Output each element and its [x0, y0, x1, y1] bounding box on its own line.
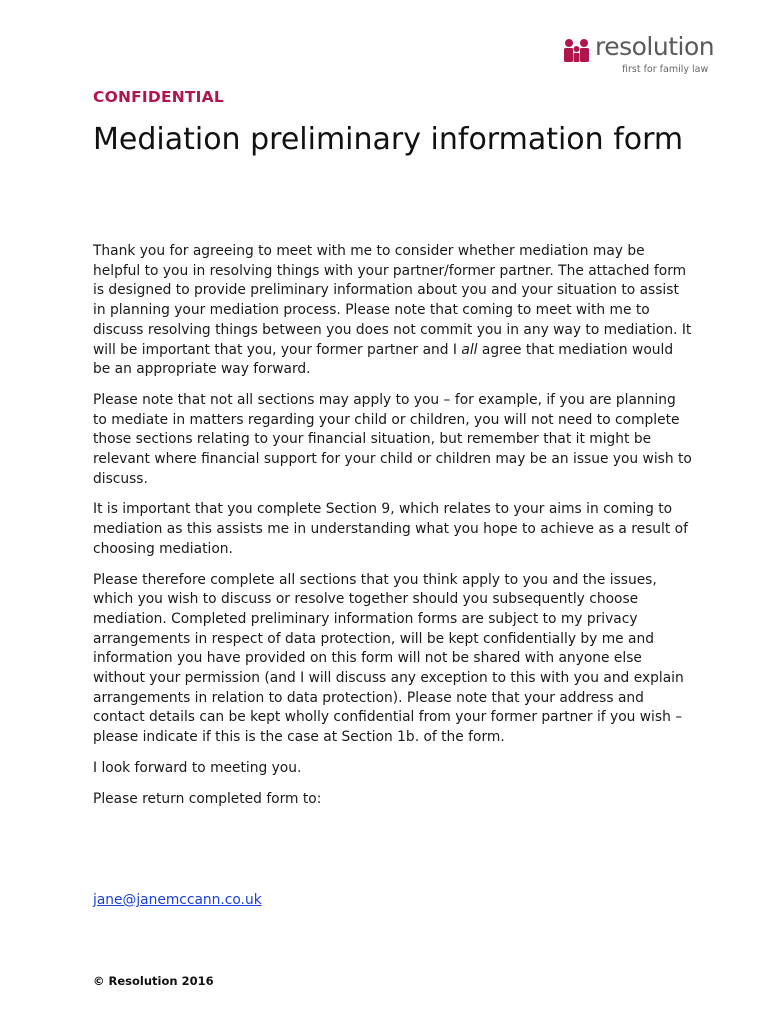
emphasis-all: all	[461, 341, 478, 358]
intro-text	[93, 242, 693, 820]
copyright-footer: © Resolution 2016	[93, 974, 214, 988]
email-link[interactable]: jane@janemccann.co.uk	[93, 892, 262, 908]
logo-tagline: first for family law	[622, 64, 709, 75]
paragraph-intro	[93, 242, 693, 380]
paragraph-privacy: Please therefore complete all sections that you think apply to you and the issues, which you wish to discuss or resolve together should you subsequently choose mediation. Completed preliminary information forms are subject to my privacy arrangements in respect of data protection, will be kept confidentially by me and information you have provided on this form will not be shared with anyone else without your permission (and I will discuss any exception to this with you and explain arrangements in relation to data protection). Please note that your address and contact details can be kept wholly confidential from your former partner if you wish – please indicate if this is the case at Section 1b. of the form.	[93, 571, 684, 746]
paragraph-return: Please return completed form to:	[93, 790, 322, 807]
paragraph-intro-end: agree that mediation would be an appropriate way forward.	[93, 341, 674, 378]
resolution-logo	[562, 32, 722, 80]
paragraph-sections: Please note that not all sections may apply to you – for example, if you are planning to mediate in matters regarding your child or children, you will not need to complete those sections relating to your financial situation, but remember that it might be relevant where financial support for your child or children may be an issue you wish to discuss.	[93, 391, 692, 487]
paragraph-closing: I look forward to meeting you.	[93, 759, 302, 776]
confidential-label: CONFIDENTIAL	[93, 88, 224, 106]
paragraph-intro-start: Thank you for agreeing to meet with me to consider whether mediation may be helpful to you in resolving things with your partner/former partner. The attached form is designed to provide preliminary information about you and your situation to assist in planning your mediation process. Please note that coming to meet with me to discuss resolving things between you does not commit you in any way to mediation. It will be important that you, your former partner and I	[93, 243, 692, 358]
paragraph-section-9: It is important that you complete Section 9, which relates to your aims in coming to mediation as this assists me in understanding what you hope to achieve as a result of choosing mediation.	[93, 501, 688, 557]
logo-wordmark: resolution	[595, 32, 715, 61]
page-title: Mediation preliminary information form	[93, 122, 684, 157]
family-figures-icon	[562, 38, 592, 64]
